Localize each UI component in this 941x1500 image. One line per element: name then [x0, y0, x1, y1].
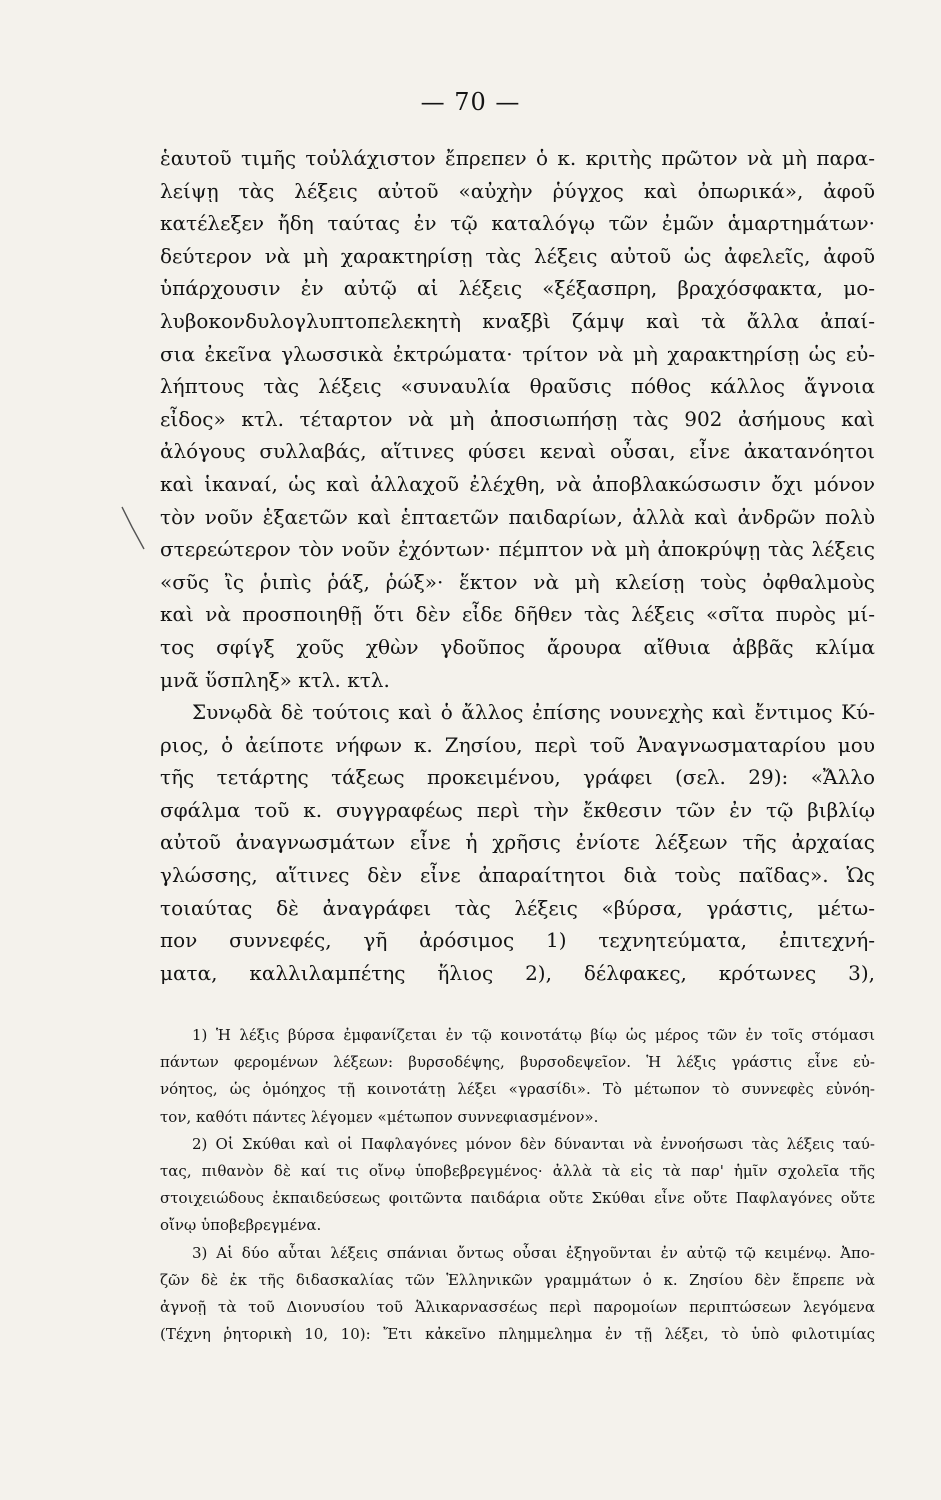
text-line: πον συννεφές, γῆ ἀρόσιμος 1) τεχνητεύματα, ἐπιτεχνή-: [160, 928, 875, 953]
footnote-line: οἴνῳ ὑποβεβρεγμένα.: [160, 1216, 322, 1235]
text-line: δεύτερον νὰ μὴ χαρακτηρίσῃ τὰς λέξεις αὐτοῦ ὡς ἀφελεῖς, ἀφοῦ: [160, 243, 875, 268]
text-line: στερεώτερον τὸν νοῦν ἐχόντων· πέμπτον νὰ μὴ ἀποκρύψῃ τὰς λέξεις: [160, 537, 875, 562]
footnote-line: τας, πιθανὸν δὲ καί τις οἴνῳ ὑποβεβρεγμένος· ἀλλὰ τὰ εἰς τὰ παρ' ἡμῖν σχολεῖα τῆς: [160, 1161, 875, 1180]
text-line: λήπτους τὰς λέξεις «συναυλία θραῦσις πόθος κάλλος ἄγνοια: [160, 374, 875, 399]
text-line: γλώσσης, αἵτινες δὲν εἶνε ἀπαραίτητοι διὰ τοὺς παῖδας». Ὡς: [160, 863, 875, 888]
text-line: λυβοκονδυλογλυπτοπελεκητὴ κναξβὶ ζάμψ καὶ τὰ ἄλλα ἀπαί-: [160, 308, 875, 333]
text-line: κατέλεξεν ἤδη ταύτας ἐν τῷ καταλόγῳ τῶν ἐμῶν ἁμαρτημάτων·: [160, 211, 875, 236]
footnote-line: ζῶν δὲ ἐκ τῆς διδασκαλίας τῶν Ἑλληνικῶν γραμμάτων ὁ κ. Ζησίου δὲν ἔπρεπε νὰ: [160, 1270, 875, 1289]
page-number: — 70 —: [420, 88, 521, 116]
text-line: εἶδος» κτλ. τέταρτον νὰ μὴ ἀποσιωπήσῃ τὰς 902 ἀσήμους καὶ: [160, 406, 875, 431]
footnote-line: 3) Αἱ δύο αὗται λέξεις σπάνιαι ὄντως οὖσαι ἐξηγοῦνται ἐν αὐτῷ τῷ κειμένῳ. Ἀπο-: [192, 1243, 875, 1262]
text-line: καὶ ἱκαναί, ὡς καὶ ἀλλαχοῦ ἐλέχθη, νὰ ἀποβλακώσωσιν ὄχι μόνον: [160, 471, 875, 496]
footnote-line: νόητος, ὡς ὁμόηχος τῇ κοινοτάτῃ λέξει «γρασίδι». Τὸ μέτωπον τὸ συννεφὲς εὐνόη-: [160, 1080, 875, 1099]
footnote-line: 2) Οἱ Σκύθαι καὶ οἱ Παφλαγόνες μόνον δὲν δύνανται νὰ ἐννοήσωσι τὰς λέξεις ταύ-: [192, 1134, 875, 1153]
text-line: τος σφίγξ χοῦς χθὼν γδοῦπος ἄρουρα αἴθυια ἀββᾶς κλίμα: [160, 634, 875, 659]
footnote-line: 1) Ἡ λέξις βύρσα ἐμφανίζεται ἐν τῷ κοινοτάτῳ βίῳ ὡς μέρος τῶν ἐν τοῖς στόμασι: [192, 1026, 875, 1044]
footnotes: [160, 1022, 875, 1348]
text-line: αὐτοῦ ἀναγνωσμάτων εἶνε ἡ χρῆσις ἐνίοτε λέξεων τῆς ἀρχαίας: [160, 830, 875, 855]
text-line: ἀλόγους συλλαβάς, αἵτινες φύσει κεναὶ οὖσαι, εἶνε ἀκατανόητοι: [160, 439, 875, 464]
text-line: καὶ νὰ προσποιηθῇ ὅτι δὲν εἶδε δῆθεν τὰς λέξεις «σῖτα πυρὸς μί-: [160, 602, 875, 627]
text-line: τῆς τετάρτης τάξεως προκειμένου, γράφει (σελ. 29): «Ἄλλο: [160, 765, 875, 790]
margin-pen-mark: [118, 505, 148, 553]
footnote-line: ἀγνοῇ τὰ τοῦ Διονυσίου τοῦ Ἁλικαρνασσέως περὶ παρομοίων περιπτώσεων λεγόμενα: [160, 1297, 875, 1316]
main-text: [160, 142, 875, 989]
text-line: ματα, καλλιλαμπέτης ἥλιος 2), δέλφακες, κρότωνες 3),: [160, 960, 875, 985]
text-line: σια ἐκεῖνα γλωσσικὰ ἐκτρώματα· τρίτον νὰ μὴ χαρακτηρίσῃ ὡς εὐ-: [160, 341, 875, 366]
text-line: τὸν νοῦν ἑξαετῶν καὶ ἑπταετῶν παιδαρίων, ἀλλὰ καὶ ἀνδρῶν πολὺ: [160, 504, 875, 529]
text-line: λείψῃ τὰς λέξεις αὐτοῦ «αὐχὴν ῥύγχος καὶ ὀπωρικά», ἀφοῦ: [160, 178, 875, 203]
footnote-line: (Τέχνη ῥητορικὴ 10, 10): Ἔτι κἀκεῖνο πλημμελημα ἐν τῇ λέξει, τὸ ὑπὸ φιλοτιμίας: [160, 1325, 875, 1344]
text-line: Συνῳδὰ δὲ τούτοις καὶ ὁ ἄλλος ἐπίσης νουνεχὴς καὶ ἔντιμος Κύ-: [192, 700, 875, 725]
text-line: ὑπάρχουσιν ἐν αὐτῷ αἱ λέξεις «ξέξασπρη, βραχόσφακτα, μο-: [160, 276, 875, 301]
text-line: τοιαύτας δὲ ἀναγράφει τὰς λέξεις «βύρσα, γράστις, μέτω-: [160, 895, 875, 920]
text-line: μνᾶ ὕσπληξ» κτλ. κτλ.: [160, 667, 390, 692]
text-line: ριος, ὁ ἀείποτε νήφων κ. Ζησίου, περὶ τοῦ Ἀναγνωσματαρίου μου: [160, 732, 875, 757]
footnote-line: στοιχειώδους ἐκπαιδεύσεως φοιτῶντα παιδάρια οὔτε Σκύθαι εἶνε οὔτε Παφλαγόνες οὔτε: [160, 1189, 875, 1208]
footnote-line: πάντων φερομένων λέξεων: βυρσοδέψης, βυρσοδεψεῖον. Ἡ λέξις γράστις εἶνε εὐ-: [160, 1053, 875, 1072]
text-line: σφάλμα τοῦ κ. συγγραφέως περὶ τὴν ἔκθεσιν τῶν ἐν τῷ βιβλίῳ: [160, 797, 875, 822]
text-line: ἑαυτοῦ τιμῆς τοὐλάχιστον ἔπρεπεν ὁ κ. κριτὴς πρῶτον νὰ μὴ παρα-: [160, 146, 875, 170]
text-line: «σῦς ἲς ῥιπὶς ῥάξ, ῥώξ»· ἕκτον νὰ μὴ κλείσῃ τοὺς ὀφθαλμοὺς: [160, 569, 875, 594]
footnote-line: τον, καθότι πάντες λέγομεν «μέτωπον συννεφιασμένον».: [160, 1107, 599, 1126]
